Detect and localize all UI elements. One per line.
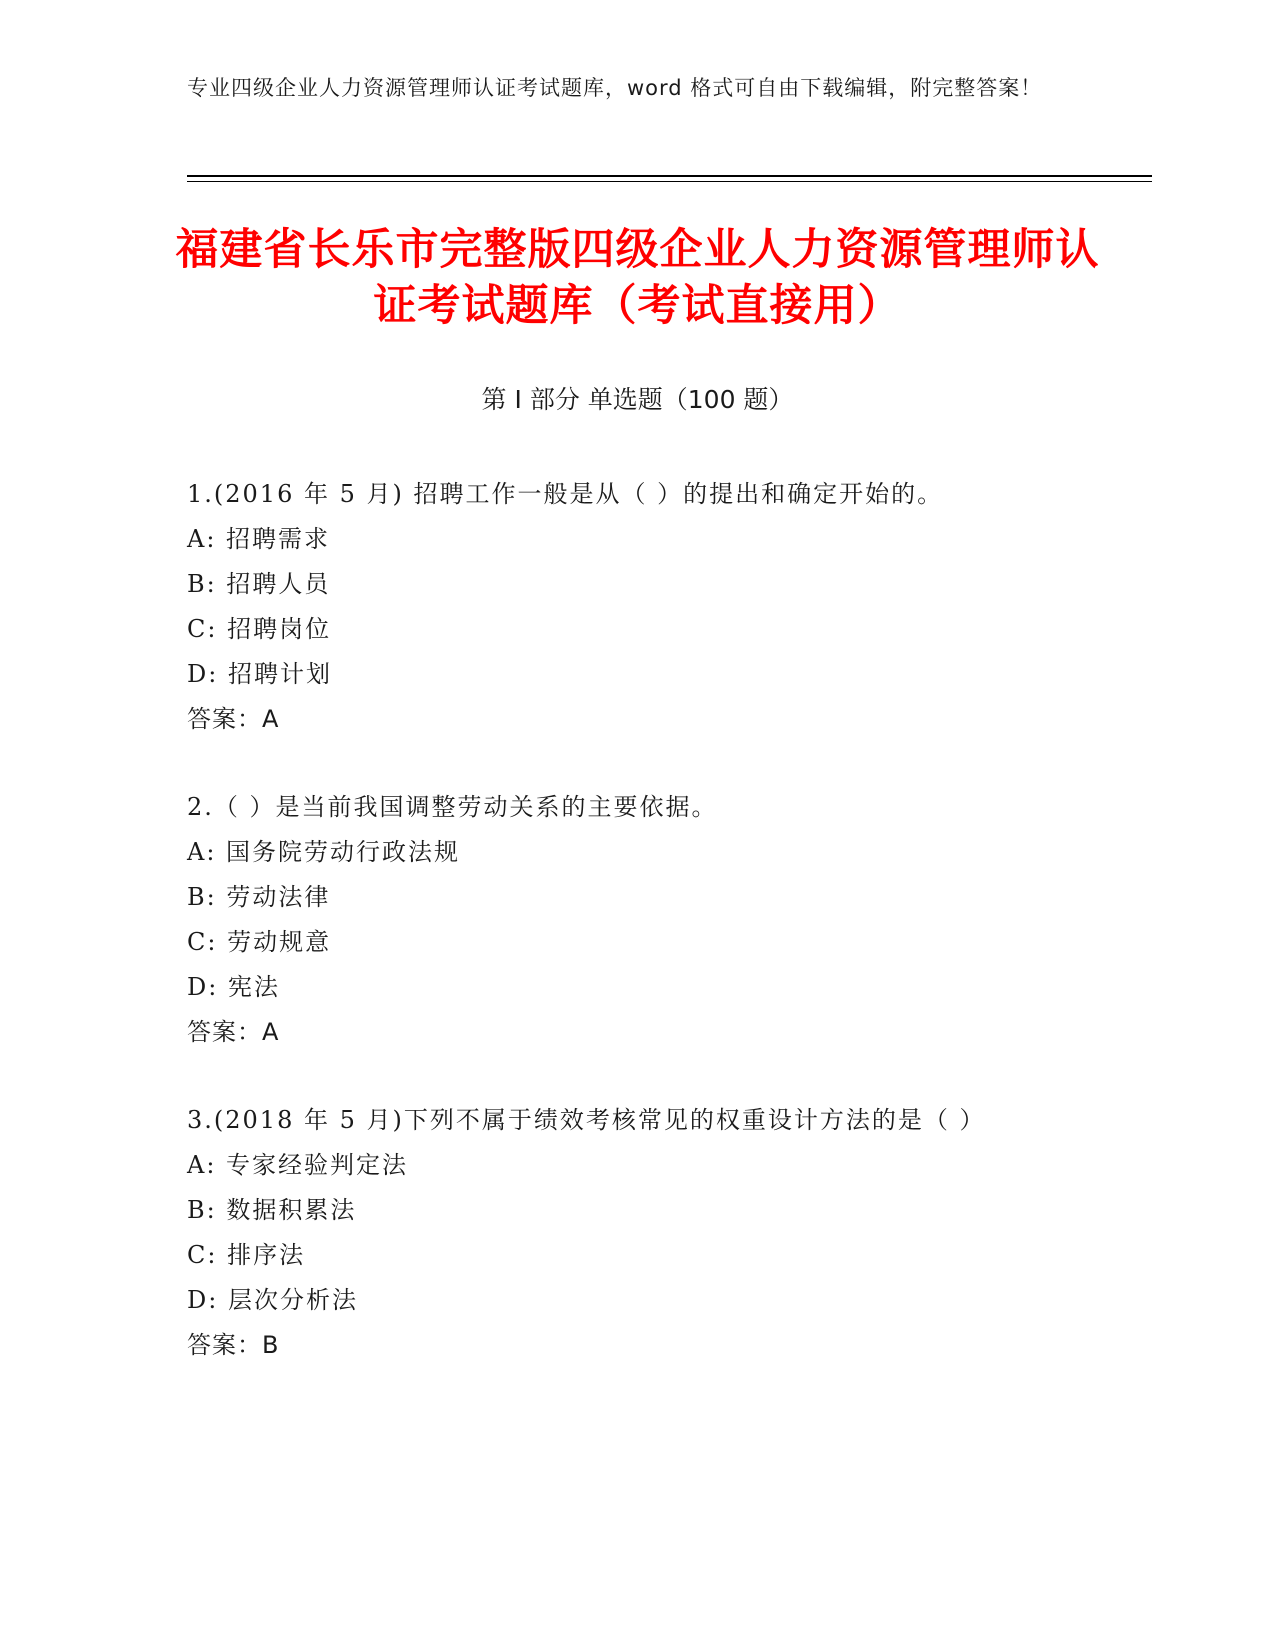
- option-c: C: 招聘岗位: [187, 615, 332, 643]
- option-d: D: 层次分析法: [187, 1286, 358, 1314]
- option-b: B: 数据积累法: [187, 1196, 357, 1224]
- option-c: C: 劳动规意: [187, 928, 332, 956]
- option-a: A: 国务院劳动行政法规: [187, 838, 461, 866]
- option-a: A: 专家经验判定法: [187, 1151, 409, 1179]
- answer: 答案：A: [187, 705, 280, 733]
- option-b: B: 招聘人员: [187, 570, 331, 598]
- option-c: C: 排序法: [187, 1241, 306, 1269]
- document-title: 福建省长乐市完整版四级企业人力资源管理师认证考试题库（考试直接用）: [175, 225, 1100, 331]
- header-divider-thick: [187, 175, 1152, 177]
- answer: 答案：B: [187, 1331, 280, 1359]
- section-title: 第 I 部分 单选题（100 题）: [481, 385, 794, 414]
- question-list: [187, 472, 1147, 1411]
- header-note: 专业四级企业人力资源管理师认证考试题库，word 格式可自由下载编辑，附完整答案！: [187, 76, 1043, 100]
- option-d: D: 宪法: [187, 973, 280, 1001]
- question-stem: 2.（ ）是当前我国调整劳动关系的主要依据。: [187, 793, 718, 821]
- option-b: B: 劳动法律: [187, 883, 331, 911]
- header-divider-thin: [187, 181, 1152, 182]
- option-d: D: 招聘计划: [187, 660, 332, 688]
- option-a: A: 招聘需求: [187, 525, 331, 553]
- answer: 答案：A: [187, 1018, 280, 1046]
- question-3: [187, 1098, 1147, 1368]
- question-2: [187, 785, 1147, 1055]
- question-1: [187, 472, 1147, 742]
- question-stem: 3.(2018 年 5 月)下列不属于绩效考核常见的权重设计方法的是（ ）: [187, 1106, 986, 1134]
- question-stem: 1.(2016 年 5 月) 招聘工作一般是从（ ）的提出和确定开始的。: [187, 480, 944, 508]
